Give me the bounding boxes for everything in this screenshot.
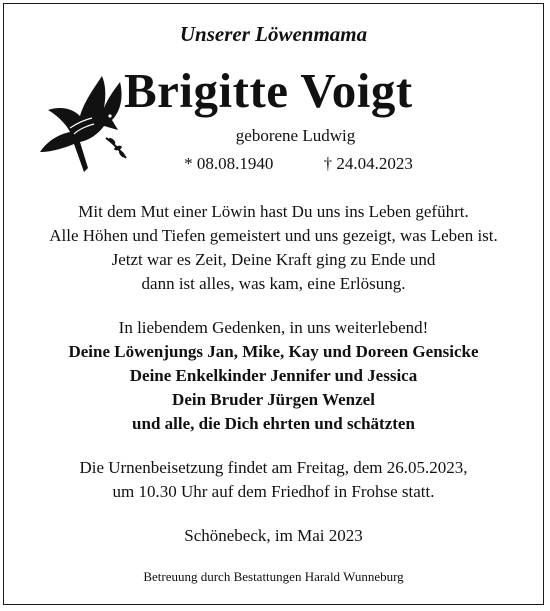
heading: Unserer Löwenmama [179,22,368,46]
life-dates [54,154,543,174]
mourner-line: Deine Löwenjungs Jan, Mike, Kay und Doreen Gensicke [68,342,479,361]
poem-line: dann ist alles, was kam, eine Erlösung. [141,274,406,293]
funeral-line: Die Urnenbeisetzung findet am Freitag, dem 26.05.2023, [79,458,468,477]
birth-date: * 08.08.1940 [184,154,274,173]
mourner-line: und alle, die Dich ehrten und schätzten [132,414,415,433]
poem-line: Alle Höhen und Tiefen gemeistert und uns gezeigt, was Leben ist. [49,226,498,245]
poem-line: Jetzt war es Zeit, Deine Kraft ging zu Ende und [111,250,436,269]
remembrance-intro: In liebendem Gedenken, in uns weiterlebend! [118,318,429,337]
mourner-line: Dein Bruder Jürgen Wenzel [172,390,375,409]
birth-name: geborene Ludwig [235,126,356,145]
obituary-notice [3,3,544,605]
deceased-name: Brigitte Voigt [124,63,413,118]
mourner-line: Deine Enkelkinder Jennifer und Jessica [129,366,418,385]
funeral-home-credit: Betreuung durch Bestattungen Harald Wunneburg [143,569,404,584]
death-date: † 24.04.2023 [323,154,413,173]
place-date: Schönebeck, im Mai 2023 [184,526,363,545]
poem-line: Mit dem Mut einer Löwin hast Du uns ins Leben geführt. [78,202,469,221]
funeral-line: um 10.30 Uhr auf dem Friedhof in Frohse statt. [112,482,435,501]
